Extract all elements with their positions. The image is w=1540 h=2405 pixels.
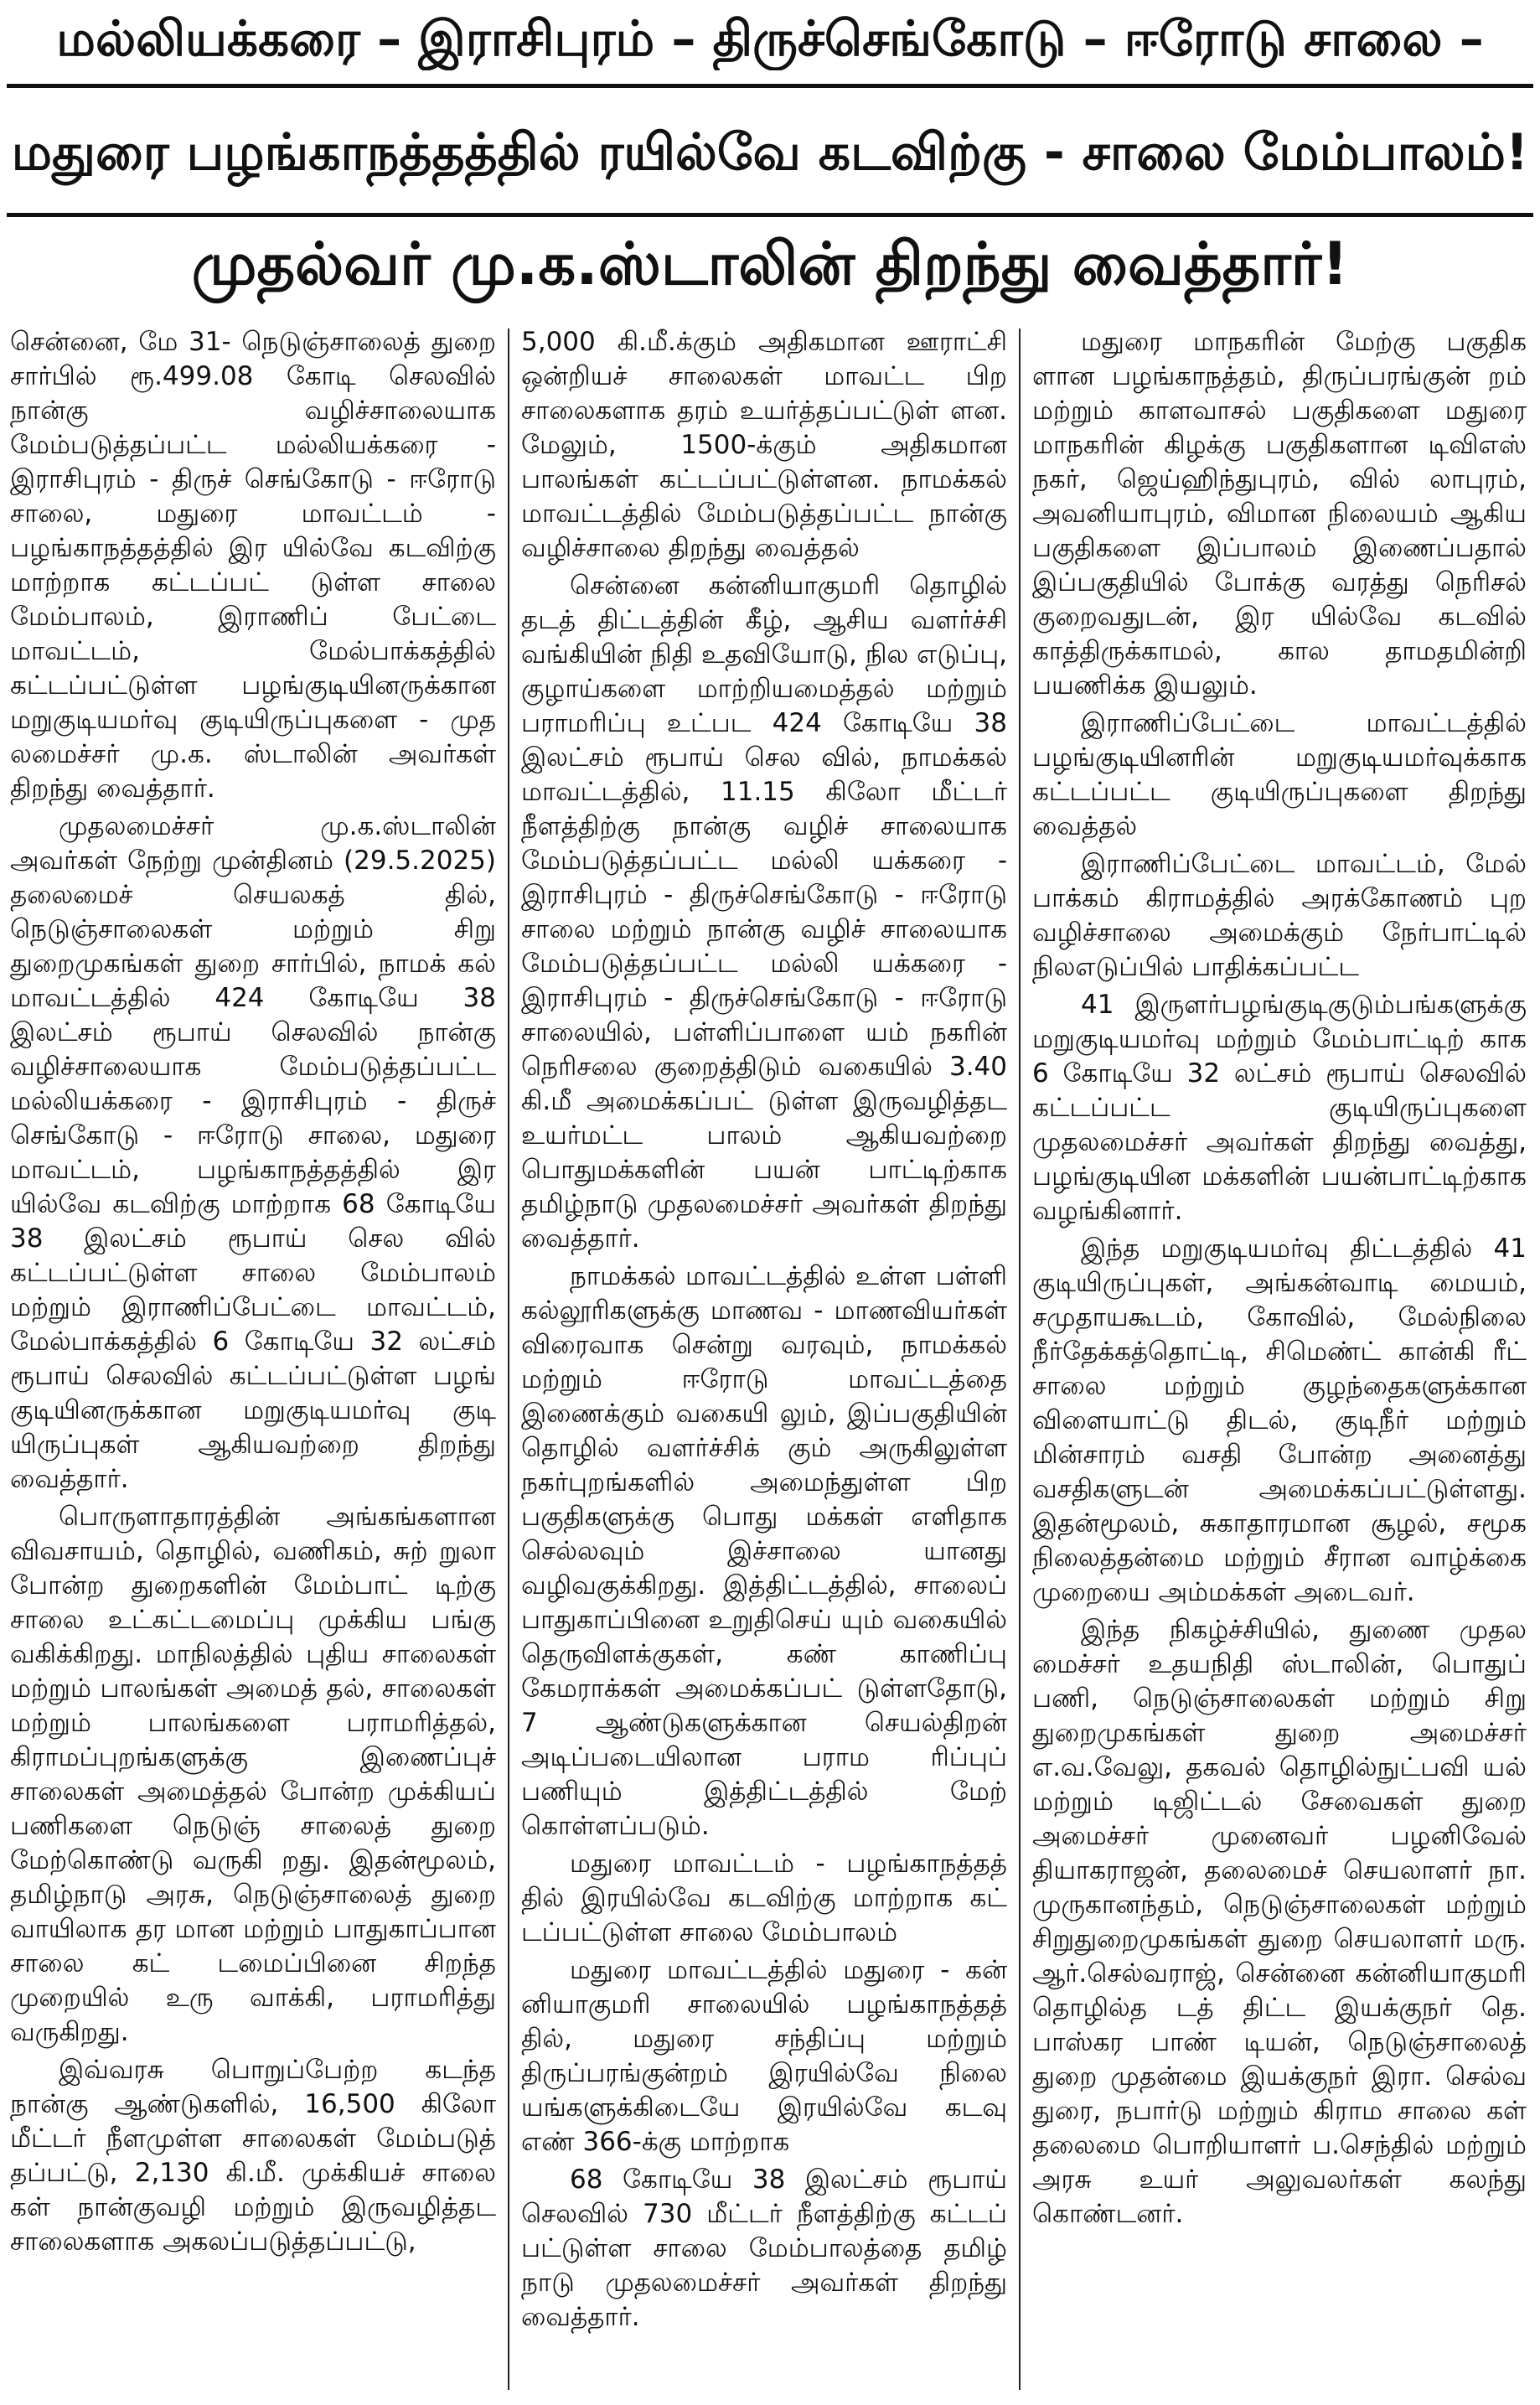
column-3 xyxy=(1032,325,1527,2395)
paragraph: 5,000 கி.மீ.க்கும் அதிகமான ஊராட்சி ஒன்றியச் சாலைகள் மாவட்ட பிற சாலைகளாக தரம் உயர்த்தப்பட்டுள் ளன. மேலும், 1500-க்கும் அதிகமான பாலங்கள் கட்டப்பட்டுள்ளன. நாமக்கல் மாவட்டத்தில் மேம்படுத்தப்பட்ட நான்கு வழிச்சாலை திறந்து வைத்தல் xyxy=(521,327,1007,563)
column-2 xyxy=(521,325,1007,2395)
paragraph: இராணிப்பேட்டை மாவட்டம், மேல் பாக்கம் கிராமத்தில் அரக்கோணம் புற வழிச்சாலை அமைக்கும் நேர்பாட்டில் நிலஎடுப்பில் பாதிக்கப்பட்ட xyxy=(1032,849,1527,982)
paragraph: நாமக்கல் மாவட்டத்தில் உள்ள பள்ளி கல்லூரிகளுக்கு மாணவ - மாணவியர்கள் விரைவாக சென்று வரவும், நாமக்கல் மற்றும் ஈரோடு மாவட்டத்தை இணைக்கும் வகையி லும், இப்பகுதியின் தொழில் வளர்ச்சிக் கும் அருகிலுள்ள நகர்புறங்களில் அமைந்துள்ள பிற பகுதிகளுக்கு பொது மக்கள் எளிதாக செல்லவும் இச்சாலை யானது வழிவகுக்கிறது. இத்திட்டத்தில், சாலைப் பாதுகாப்பினை உறுதிசெய் யும் வகையில் தெருவிளக்குகள், கண் காணிப்பு கேமராக்கள் அமைக்கப்பட் டுள்ளதோடு, 7 ஆண்டுகளுக்கான செயல்திறன் அடிப்படையிலான பராம ரிப்புப் பணியும் இத்திட்டத்தில் மேற் கொள்ளப்படும். xyxy=(521,1261,1007,1841)
paragraph: 41 இருளர்பழங்குடிகுடும்பங்களுக்கு மறுகுடியமர்வு மற்றும் மேம்பாட்டிற் காக 6 கோடியே 32 லட்சம் ரூபாய் செலவில் கட்டப்பட்ட குடியிருப்புகளை முதலமைச்சர் அவர்கள் திறந்து வைத்து, பழங்குடியின மக்களின் பயன்பாட்டிற்காக வழங்கினார். xyxy=(1032,990,1527,1226)
paragraph: பொருளாதாரத்தின் அங்கங்களான விவசாயம், தொழில், வணிகம், சுற் றுலா போன்ற துறைகளின் மேம்பாட் டிற்கு சாலை உட்கட்டமைப்பு முக்கிய பங்கு வகிக்கிறது. மாநிலத்தில் புதிய சாலைகள் மற்றும் பாலங்கள் அமைத் தல், சாலைகள் மற்றும் பாலங்களை பராமரித்தல், கிராமப்புறங்களுக்கு இணைப்புச் சாலைகள் அமைத்தல் போன்ற முக்கியப் பணிகளை நெடுஞ் சாலைத் துறை மேற்கொண்டு வருகி றது. இதன்மூலம், தமிழ்நாடு அரசு, நெடுஞ்சாலைத் துறை வாயிலாக தர மான மற்றும் பாதுகாப்பான சாலை கட் டமைப்பினை சிறந்த முறையில் உரு வாக்கி, பராமரித்து வருகிறது. xyxy=(10,1502,496,2047)
paragraph: மதுரை மாவட்டம் - பழங்காநத்தத் தில் இரயில்வே கடவிற்கு மாற்றாக கட் டப்பட்டுள்ள சாலை மேம்பாலம் xyxy=(521,1849,1007,1947)
rule-top xyxy=(7,84,1533,88)
paragraph: இவ்வரசு பொறுப்பேற்ற கடந்த நான்கு ஆண்டுகளில், 16,500 கிலோ மீட்டர் நீளமுள்ள சாலைகள் மேம்படுத் தப்பட்டு, 2,130 கி.மீ. முக்கியச் சாலை கள் நான்குவழி மற்றும் இருவழித்தட சாலைகளாக அகலப்படுத்தப்பட்டு, xyxy=(10,2055,496,2257)
paragraph: இராணிப்பேட்டை மாவட்டத்தில் பழங்குடியினரின் மறுகுடியமர்வுக்காக கட்டப்பட்ட குடியிருப்புகளை திறந்து வைத்தல் xyxy=(1032,708,1527,841)
column-1 xyxy=(10,325,496,2395)
paragraph: சென்னை கன்னியாகுமரி தொழில் தடத் திட்டத்தின் கீழ், ஆசிய வளர்ச்சி வங்கியின் நிதி உதவியோடு, நில எடுப்பு, குழாய்களை மாற்றியமைத்தல் மற்றும் பராமரிப்பு உட்பட 424 கோடியே 38 இலட்சம் ரூபாய் செல வில், நாமக்கல் மாவட்டத்தில், 11.15 கிலோ மீட்டர் நீளத்திற்கு நான்கு வழிச் சாலையாக மேம்படுத்தப்பட்ட மல்லி யக்கரை - இராசிபுரம் - திருச்செங்கோடு - ஈரோடு சாலை மற்றும் நான்கு வழிச் சாலையாக மேம்படுத்தப்பட்ட மல்லி யக்கரை - இராசிபுரம் - திருச்செங்கோடு - ஈரோடு சாலையில், பள்ளிப்பாளை யம் நகரின் நெரிசலை குறைத்திடும் வகையில் 3.40 கி.மீ அமைக்கப்பட் டுள்ள இருவழித்தட உயர்மட்ட பாலம் ஆகியவற்றை பொதுமக்களின் பயன் பாட்டிற்காக தமிழ்நாடு முதலமைச்சர் அவர்கள் திறந்து வைத்தார். xyxy=(521,571,1007,1254)
rule-middle xyxy=(7,213,1533,217)
headline: மதுரை பழங்காநத்தத்தில் ரயில்வே கடவிற்கு - சாலை மேம்பாலம்! xyxy=(11,123,1529,182)
kicker-line: மல்லியக்கரை – இராசிபுரம் – திருச்செங்கோடு – ஈரோடு சாலை – xyxy=(56,10,1484,67)
paragraph: இந்த நிகழ்ச்சியில், துணை முதல மைச்சர் உதயநிதி ஸ்டாலின், பொதுப் பணி, நெடுஞ்சாலைகள் மற்றும் சிறு துறைமுகங்கள் துறை அமைச்சர் எ.வ.வேலு, தகவல் தொழில்நுட்பவி யல் மற்றும் டிஜிட்டல் சேவைகள் துறை அமைச்சர் முனைவர் பழனிவேல் தியாகராஜன், தலைமைச் செயலாளர் நா. முருகானந்தம், நெடுஞ்சாலைகள் மற்றும் சிறுதுறைமுகங்கள் துறை செயலாளர் மரு. ஆர்.செல்வராஜ், சென்னை கன்னியாகுமரி தொழில்த டத் திட்ட இயக்குநர் தெ. பாஸ்கர பாண் டியன், நெடுஞ்சாலைத் துறை முதன்மை இயக்குநர் இரா. செல்வ துரை, நபார்டு மற்றும் கிராம சாலை கள் தலைமை பொறியாளர் ப.செந்தில் மற்றும் அரசு உயர் அலுவலர்கள் கலந்து கொண்டனர். xyxy=(1032,1615,1527,2229)
column-separator xyxy=(508,328,509,2390)
paragraph: சென்னை, மே 31- நெடுஞ்சாலைத் துறை சார்பில் ரூ.499.08 கோடி செலவில் நான்கு வழிச்சாலையாக மேம்படுத்தப்பட்ட மல்லியக்கரை - இராசிபுரம் - திருச் செங்கோடு - ஈரோடு சாலை, மதுரை மாவட்டம் - பழங்காநத்தத்தில் இர யில்வே கடவிற்கு மாற்றாக கட்டப்பட் டுள்ள சாலை மேம்பாலம், இராணிப் பேட்டை மாவட்டம், மேல்பாக்கத்தில் கட்டப்பட்டுள்ள பழங்குடியினருக்கான மறுகுடியமர்வு குடியிருப்புகளை - முத லமைச்சர் மு.க. ஸ்டாலின் அவர்கள் திறந்து வைத்தார். xyxy=(10,327,496,804)
paragraph: முதலமைச்சர் மு.க.ஸ்டாலின் அவர்கள் நேற்று முன்தினம் (29.5.2025) தலைமைச் செயலகத் தில், நெடுஞ்சாலைகள் மற்றும் சிறு துறைமுகங்கள் துறை சார்பில், நாமக் கல் மாவட்டத்தில் 424 கோடியே 38 இலட்சம் ரூபாய் செலவில் நான்கு வழிச்சாலையாக மேம்படுத்தப்பட்ட மல்லியக்கரை - இராசிபுரம் - திருச் செங்கோடு - ஈரோடு சாலை, மதுரை மாவட்டம், பழங்காநத்தத்தில் இர யில்வே கடவிற்கு மாற்றாக 68 கோடியே 38 இலட்சம் ரூபாய் செல வில் கட்டப்பட்டுள்ள சாலை மேம்பாலம் மற்றும் இராணிப்பேட்டை மாவட்டம், மேல்பாக்கத்தில் 6 கோடியே 32 லட்சம் ரூபாய் செலவில் கட்டப்பட்டுள்ள பழங் குடியினருக்கான மறுகுடியமர்வு குடி யிருப்புகள் ஆகியவற்றை திறந்து வைத்தார். xyxy=(10,811,496,1494)
column-separator xyxy=(1019,328,1021,2390)
paragraph: மதுரை மாவட்டத்தில் மதுரை - கன் னியாகுமரி சாலையில் பழங்காநத்தத் தில், மதுரை சந்திப்பு மற்றும் திருப்பரங்குன்றம் இரயில்வே நிலை யங்களுக்கிடையே இரயில்வே கடவு எண் 366-க்கு மாற்றாக xyxy=(521,1955,1007,2157)
paragraph: 68 கோடியே 38 இலட்சம் ரூபாய் செலவில் 730 மீட்டர் நீளத்திற்கு கட்டப் பட்டுள்ள சாலை மேம்பாலத்தை தமிழ் நாடு முதலமைச்சர் அவர்கள் திறந்து வைத்தார். xyxy=(521,2164,1007,2332)
subheadline: முதல்வர் மு.க.ஸ்டாலின் திறந்து வைத்தார்! xyxy=(191,230,1349,298)
paragraph: இந்த மறுகுடியமர்வு திட்டத்தில் 41 குடியிருப்புகள், அங்கன்வாடி மையம், சமுதாயகூடம், கோவில், மேல்நிலை நீர்தேக்கத்தொட்டி, சிமெண்ட் கான்கி ரீட் சாலை மற்றும் குழந்தைகளுக்கான விளையாட்டு திடல், குடிநீர் மற்றும் மின்சாரம் வசதி போன்ற அனைத்து வசதிகளுடன் அமைக்கப்பட்டுள்ளது. இதன்மூலம், சுகாதாரமான சூழல், சமூக நிலைத்தன்மை மற்றும் சீரான வாழ்க்கை முறையை அம்மக்கள் அடைவர். xyxy=(1032,1234,1527,1607)
paragraph: மதுரை மாநகரின் மேற்கு பகுதிக ளான பழங்காநத்தம், திருப்பரங்குன் றம் மற்றும் காளவாசல் பகுதிகளை மதுரை மாநகரின் கிழக்கு பகுதிகளான டிவிஎஸ் நகர், ஜெய்ஹிந்துபுரம், வில் லாபுரம், அவனியாபுரம், விமான நிலையம் ஆகிய பகுதிகளை இப்பாலம் இணைப்பதால் இப்பகுதியில் போக்கு வரத்து நெரிசல் குறைவதுடன், இர யில்வே கடவில் காத்திருக்காமல், கால தாமதமின்றி பயணிக்க இயலும். xyxy=(1032,327,1527,701)
